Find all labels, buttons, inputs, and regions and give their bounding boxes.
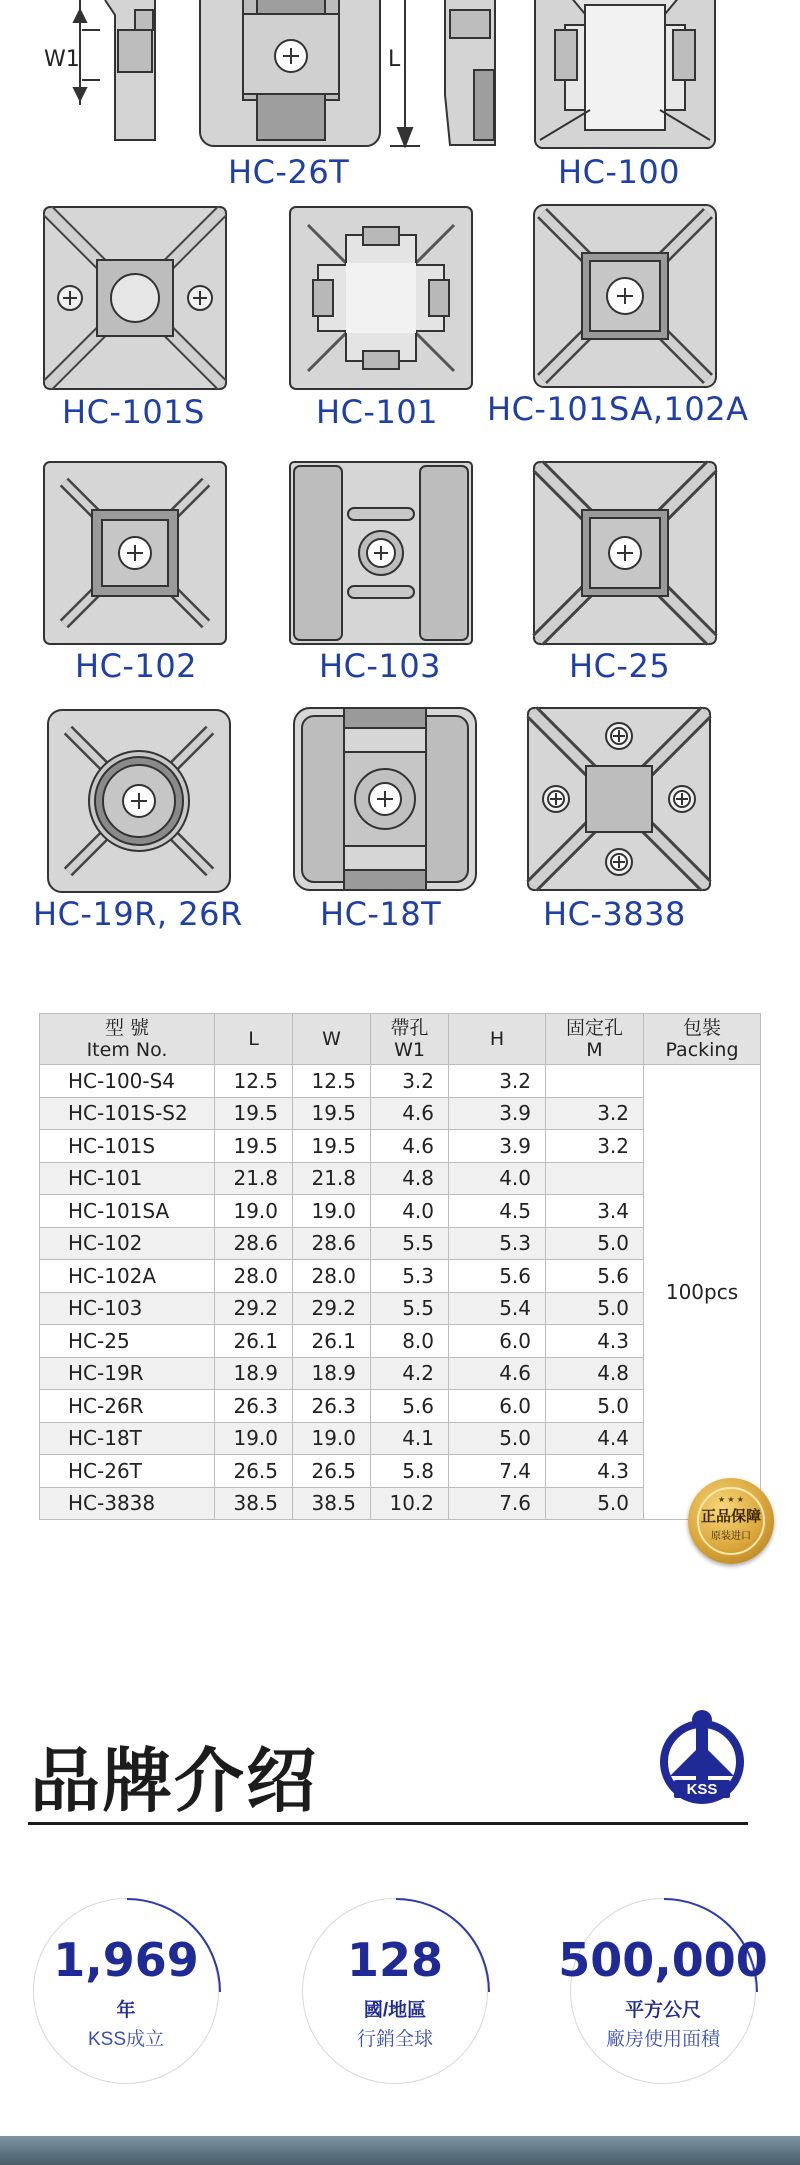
cell-value: 26.1 xyxy=(215,1325,293,1358)
cell-value: 4.1 xyxy=(371,1422,449,1455)
cell-value: 4.3 xyxy=(546,1455,644,1488)
cell-value: 4.8 xyxy=(546,1357,644,1390)
cell-value: 5.8 xyxy=(371,1455,449,1488)
cell-value: 5.3 xyxy=(449,1227,546,1260)
cell-item-no: HC-26T xyxy=(40,1455,215,1488)
cell-value: 12.5 xyxy=(215,1065,293,1098)
header-w1: 帶孔 W1 xyxy=(371,1014,449,1065)
cell-value: 5.0 xyxy=(546,1487,644,1520)
cell-value: 5.5 xyxy=(371,1227,449,1260)
side-profile-w1-drawing xyxy=(40,0,160,150)
cell-value: 4.5 xyxy=(449,1195,546,1228)
product-label: HC-19R, 26R xyxy=(33,895,243,933)
stat-countries xyxy=(302,1898,488,2084)
divider xyxy=(28,1822,748,1825)
cell-item-no: HC-100-S4 xyxy=(40,1065,215,1098)
table-header-row xyxy=(40,1014,761,1065)
cell-value: 4.8 xyxy=(371,1162,449,1195)
cell-value: 3.2 xyxy=(449,1065,546,1098)
cell-item-no: HC-102 xyxy=(40,1227,215,1260)
cell-value: 4.6 xyxy=(371,1130,449,1163)
header-m: 固定孔 M xyxy=(546,1014,644,1065)
hc-103-drawing xyxy=(288,460,478,650)
cell-value: 7.4 xyxy=(449,1455,546,1488)
cell-value: 4.0 xyxy=(371,1195,449,1228)
cell-value: 18.9 xyxy=(215,1357,293,1390)
cell-value: 38.5 xyxy=(215,1487,293,1520)
header-w: W xyxy=(293,1014,371,1065)
header-packing: 包裝 Packing xyxy=(644,1014,761,1065)
hc-26t-drawing xyxy=(195,0,395,150)
cell-packing: 100pcs xyxy=(644,1065,761,1520)
cell-value: 5.0 xyxy=(546,1227,644,1260)
cell-value: 26.3 xyxy=(215,1390,293,1423)
stat-number: 1,969 xyxy=(53,1933,199,1987)
kss-logo xyxy=(656,1706,748,1806)
cell-value: 8.0 xyxy=(371,1325,449,1358)
hc-18t-drawing xyxy=(292,706,482,896)
cell-value: 5.3 xyxy=(371,1260,449,1293)
cell-value: 3.2 xyxy=(371,1065,449,1098)
svg-text:KSS: KSS xyxy=(686,1781,718,1798)
cell-value: 19.0 xyxy=(215,1195,293,1228)
cell-value: 19.0 xyxy=(293,1422,371,1455)
cell-value: 19.0 xyxy=(215,1422,293,1455)
product-label: HC-101S xyxy=(62,393,205,431)
product-label: HC-103 xyxy=(319,647,442,685)
cell-value: 6.0 xyxy=(449,1325,546,1358)
cell-value: 26.1 xyxy=(293,1325,371,1358)
brand-section-title: 品牌介绍 xyxy=(30,1740,318,1822)
table-row xyxy=(40,1065,761,1098)
badge-stars: ★ ★ ★ xyxy=(718,1495,744,1504)
product-label: HC-101SA,102A xyxy=(487,390,749,428)
stat-description: 行銷全球 xyxy=(356,2029,433,2050)
hc-3838-drawing xyxy=(526,706,716,896)
cell-item-no: HC-19R xyxy=(40,1357,215,1390)
svg-text:W1: W1 xyxy=(44,47,80,72)
badge-title: 正品保障 xyxy=(700,1508,761,1525)
cell-value: 28.6 xyxy=(293,1227,371,1260)
product-label: HC-26T xyxy=(228,153,350,191)
cell-item-no: HC-102A xyxy=(40,1260,215,1293)
cell-value: 4.3 xyxy=(546,1325,644,1358)
svg-text:L: L xyxy=(388,47,401,72)
footer-image-strip xyxy=(0,2136,800,2165)
cell-value: 19.5 xyxy=(215,1130,293,1163)
stat-unit: 國/地區 xyxy=(363,2000,427,2021)
hc-102-drawing xyxy=(42,460,232,650)
header-l: L xyxy=(215,1014,293,1065)
stat-description: KSS成立 xyxy=(87,2029,165,2050)
cell-item-no: HC-26R xyxy=(40,1390,215,1423)
hc-100-drawing xyxy=(530,0,720,150)
product-label: HC-100 xyxy=(558,153,681,191)
cell-value: 28.6 xyxy=(215,1227,293,1260)
cell-value: 6.0 xyxy=(449,1390,546,1423)
stat-unit: 年 xyxy=(116,2000,136,2021)
cell-value: 10.2 xyxy=(371,1487,449,1520)
cell-value: 26.5 xyxy=(293,1455,371,1488)
cell-value: 4.2 xyxy=(371,1357,449,1390)
cell-value: 26.3 xyxy=(293,1390,371,1423)
cell-value: 18.9 xyxy=(293,1357,371,1390)
cell-value: 21.8 xyxy=(215,1162,293,1195)
stat-description: 廠房使用面積 xyxy=(605,2029,720,2050)
product-label: HC-25 xyxy=(569,647,671,685)
cell-value: 3.4 xyxy=(546,1195,644,1228)
cell-value: 5.6 xyxy=(546,1260,644,1293)
cell-value: 28.0 xyxy=(215,1260,293,1293)
hc-101sa-drawing xyxy=(532,203,722,393)
cell-value: 5.6 xyxy=(371,1390,449,1423)
cell-value: 4.4 xyxy=(546,1422,644,1455)
product-label: HC-3838 xyxy=(543,895,686,933)
cell-item-no: HC-3838 xyxy=(40,1487,215,1520)
stat-founded xyxy=(33,1898,219,2084)
cell-value: 5.6 xyxy=(449,1260,546,1293)
cell-value: 3.2 xyxy=(546,1097,644,1130)
hc-19r-drawing xyxy=(46,708,236,898)
genuine-guarantee-badge xyxy=(688,1478,774,1564)
spec-table xyxy=(39,1013,761,1520)
product-label: HC-102 xyxy=(75,647,198,685)
cell-value: 4.6 xyxy=(449,1357,546,1390)
cell-value: 21.8 xyxy=(293,1162,371,1195)
header-item-no: 型 號 Item No. xyxy=(40,1014,215,1065)
badge-subtitle: 原装进口 xyxy=(711,1531,751,1542)
cell-value: 7.6 xyxy=(449,1487,546,1520)
cell-value: 29.2 xyxy=(293,1292,371,1325)
cell-value: 28.0 xyxy=(293,1260,371,1293)
stat-unit: 平方公尺 xyxy=(624,2000,701,2021)
cell-item-no: HC-101 xyxy=(40,1162,215,1195)
cell-value: 19.0 xyxy=(293,1195,371,1228)
cell-value: 5.0 xyxy=(546,1390,644,1423)
hc-101s-drawing xyxy=(42,205,232,395)
cell-value: 19.5 xyxy=(293,1097,371,1130)
cell-item-no: HC-103 xyxy=(40,1292,215,1325)
hc-101-drawing xyxy=(288,205,478,395)
cell-item-no: HC-101S-S2 xyxy=(40,1097,215,1130)
stat-factory-area xyxy=(558,1898,768,2084)
cell-value: 3.9 xyxy=(449,1097,546,1130)
cell-value: 5.5 xyxy=(371,1292,449,1325)
cell-value: 38.5 xyxy=(293,1487,371,1520)
cell-value: 5.0 xyxy=(546,1292,644,1325)
cell-value: 19.5 xyxy=(215,1097,293,1130)
cell-value: 19.5 xyxy=(293,1130,371,1163)
cell-value: 3.9 xyxy=(449,1130,546,1163)
cell-value: 12.5 xyxy=(293,1065,371,1098)
cell-value xyxy=(546,1162,644,1195)
cell-item-no: HC-101S xyxy=(40,1130,215,1163)
cell-value: 4.0 xyxy=(449,1162,546,1195)
stat-number: 500,000 xyxy=(558,1933,768,1987)
cell-item-no: HC-18T xyxy=(40,1422,215,1455)
product-label: HC-101 xyxy=(316,393,439,431)
header-h: H xyxy=(449,1014,546,1065)
cell-value: 3.2 xyxy=(546,1130,644,1163)
cell-item-no: HC-25 xyxy=(40,1325,215,1358)
product-label: HC-18T xyxy=(320,895,442,933)
cell-value: 26.5 xyxy=(215,1455,293,1488)
cell-item-no: HC-101SA xyxy=(40,1195,215,1228)
cell-value xyxy=(546,1065,644,1098)
side-profile-l-drawing xyxy=(390,0,510,150)
cell-value: 5.4 xyxy=(449,1292,546,1325)
stat-number: 128 xyxy=(346,1933,444,1987)
cell-value: 4.6 xyxy=(371,1097,449,1130)
cell-value: 5.0 xyxy=(449,1422,546,1455)
hc-25-drawing xyxy=(532,460,722,650)
cell-value: 29.2 xyxy=(215,1292,293,1325)
